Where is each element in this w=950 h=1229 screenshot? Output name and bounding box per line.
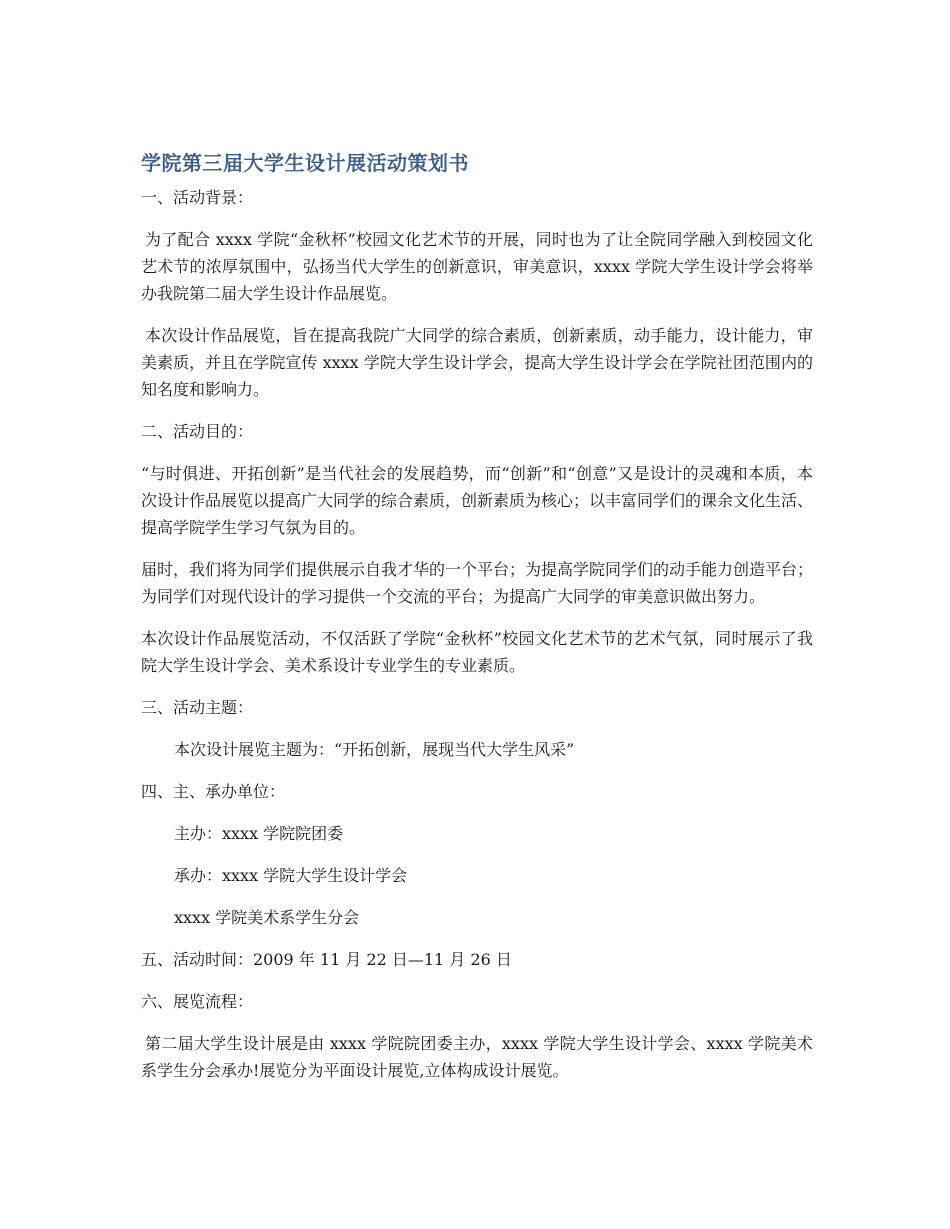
background-paragraph-2: 本次设计作品展览，旨在提高我院广大同学的综合素质，创新素质，动手能力，设计能力，审美素质，并且在学院宣传 xxxx 学院大学生设计学会，提高大学生设计学会在学院社团范围内的知名度和影响力。 [141,326,813,399]
purpose-paragraph-2: 届时，我们将为同学们提供展示自我才华的一个平台；为提高学院同学们的动手能力创造平台；为同学们对现代设计的学习提供一个交流的平台；为提高广大同学的审美意识做出努力。 [141,560,814,606]
document-title: 学院第三届大学生设计展活动策划书 [141,151,469,175]
theme-paragraph: 本次设计展览主题为：“开拓创新，展现当代大学生风采” [174,740,575,759]
process-paragraph: 第二届大学生设计展是由 xxxx 学院院团委主办，xxxx 学院大学生设计学会、xxxx 学院美术系学生分会承办!展览分为平面设计展览,立体构成设计展览。 [141,1034,813,1080]
organizer-co-undertaker: xxxx 学院美术系学生分会 [174,908,360,927]
purpose-paragraph-3: 本次设计作品展览活动，不仅活跃了学院“金秋杯”校园文化艺术节的艺术气氛，同时展示了我院大学生设计学会、美术系设计专业学生的专业素质。 [141,629,813,675]
organizer-host: 主办：xxxx 学院院团委 [174,824,344,843]
section-heading-purpose: 二、活动目的： [141,422,254,441]
section-heading-theme: 三、活动主题： [141,698,254,717]
section-heading-time: 五、活动时间：2009 年 11 月 22 日—11 月 26 日 [141,950,512,969]
background-paragraph-1: 为了配合 xxxx 学院“金秋杯”校园文化艺术节的开展，同时也为了让全院同学融入到校园文化艺术节的浓厚氛围中，弘扬当代大学生的创新意识，审美意识，xxxx 学院大学生设计学会将举办我院第二届大学生设计作品展览。 [141,230,813,303]
section-heading-organizers: 四、主、承办单位： [141,782,286,801]
document-page [141,148,813,1099]
purpose-paragraph-1: “与时俱进、开拓创新”是当代社会的发展趋势，而“创新”和“创意”又是设计的灵魂和本质，本次设计作品展览以提高广大同学的综合素质，创新素质为核心；以丰富同学们的课余文化生活、提高学院学生学习气氛为目的。 [141,464,814,537]
section-heading-process: 六、展览流程： [141,992,254,1011]
organizer-undertaker: 承办：xxxx 学院大学生设计学会 [174,866,408,885]
section-heading-background: 一、活动背景： [141,188,254,207]
